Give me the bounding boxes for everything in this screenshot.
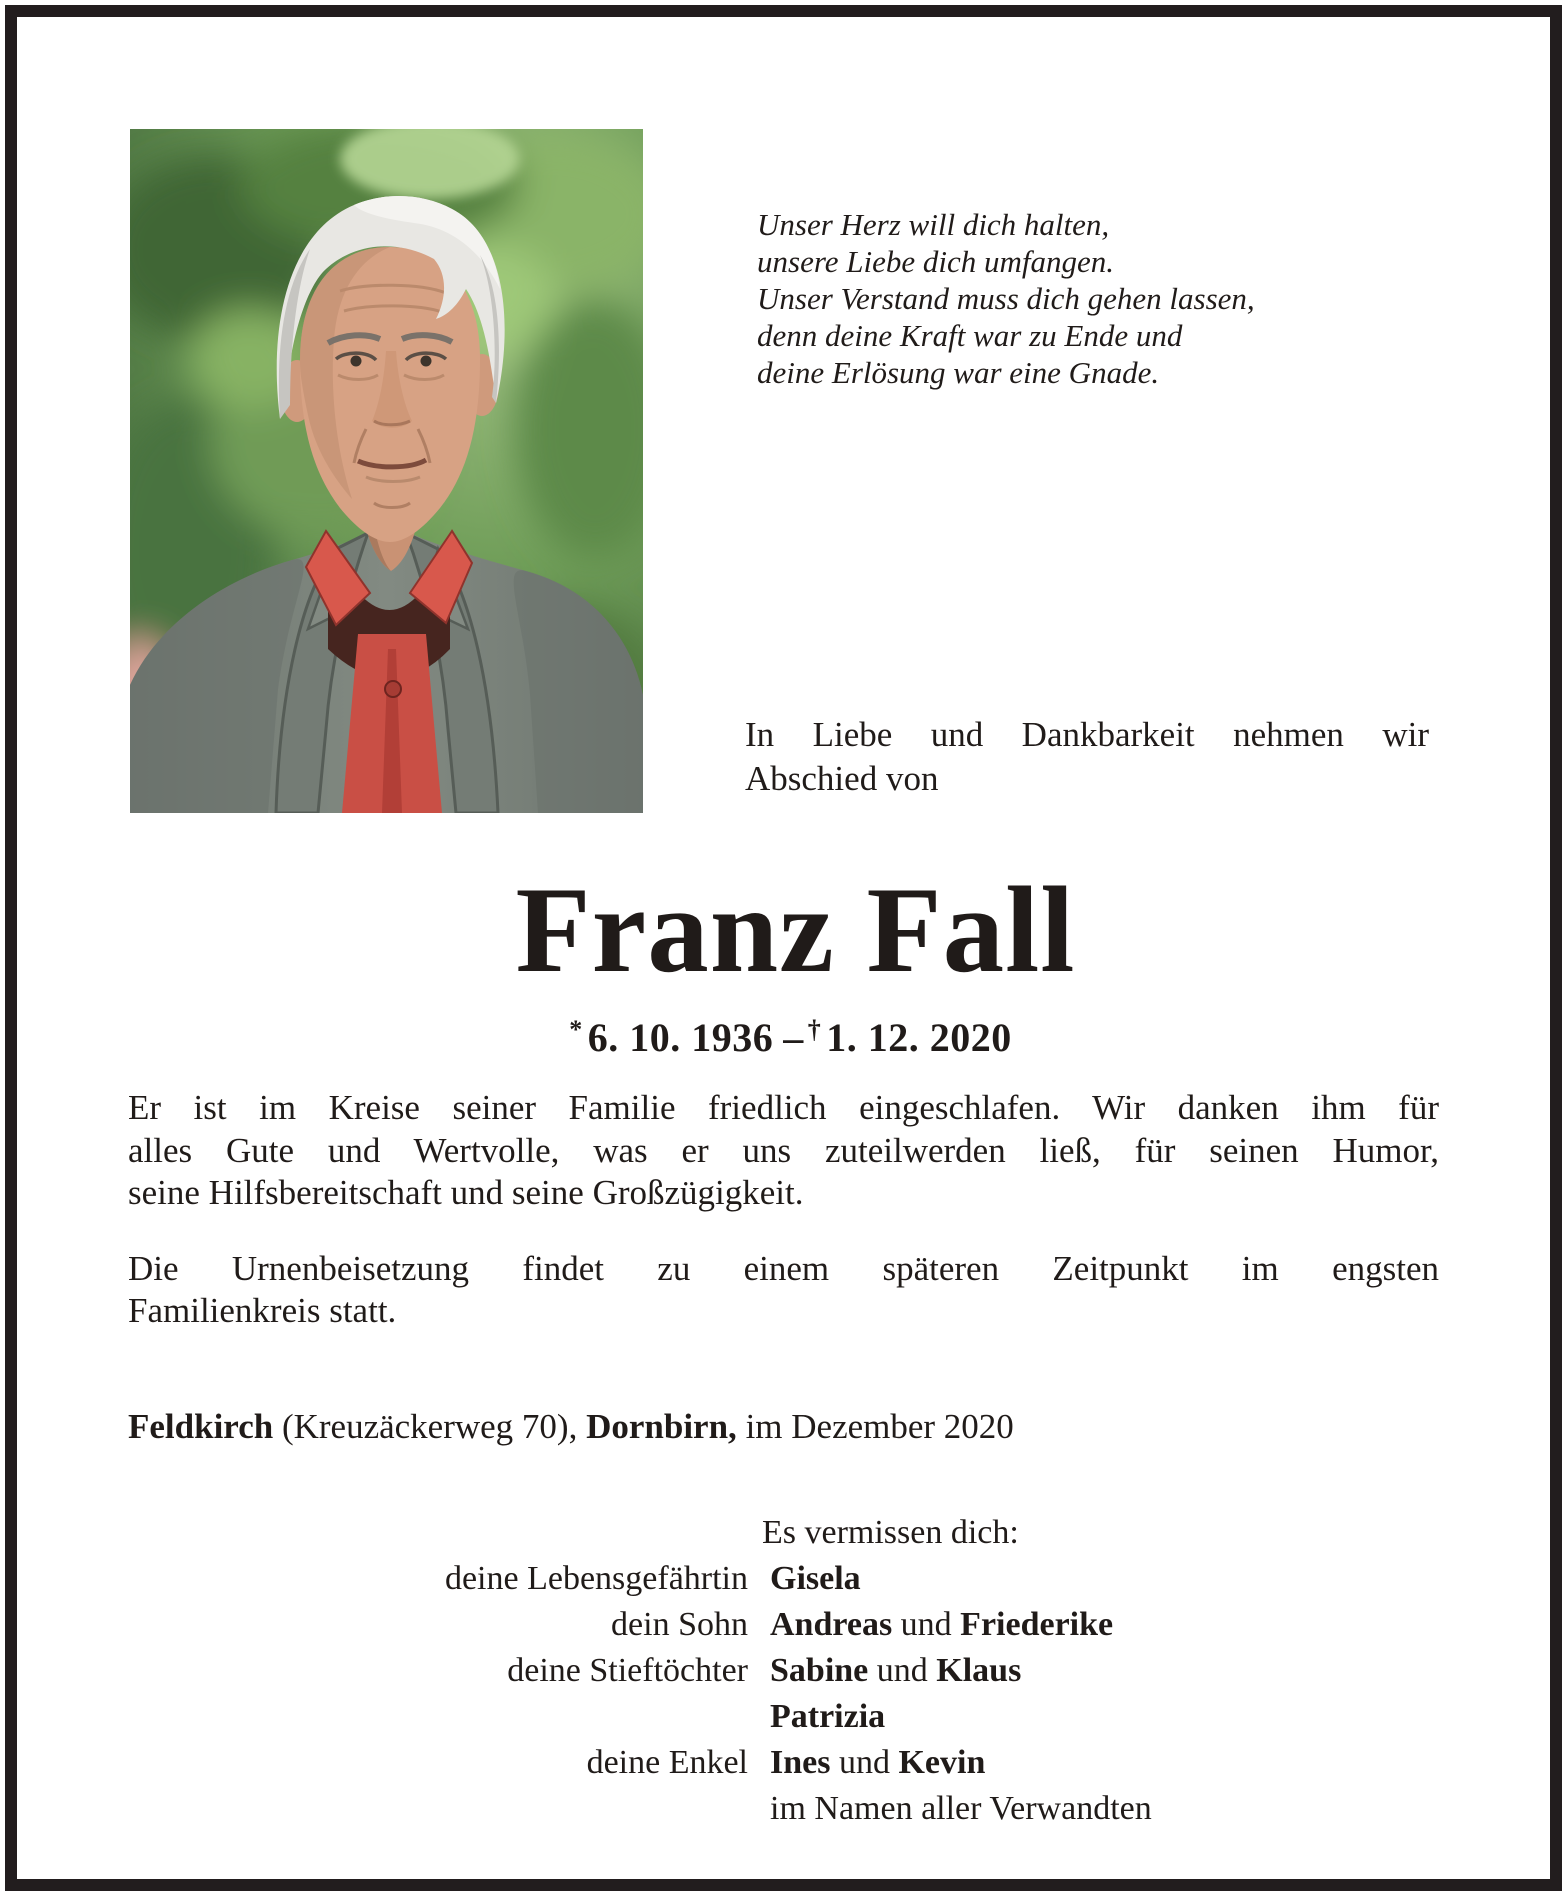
mourner-row	[128, 1786, 1448, 1832]
paragraph	[128, 1248, 1439, 1333]
farewell-intro-line: In Liebe und Dankbarkeit nehmen wir	[745, 715, 1429, 754]
mourner-row	[128, 1556, 1448, 1602]
connector-text: und	[830, 1744, 899, 1781]
mourner-names	[770, 1694, 1448, 1740]
mourner-names	[770, 1556, 1448, 1602]
portrait-photo	[130, 129, 643, 813]
mourner-name: Ines	[770, 1744, 831, 1781]
text-line: alles Gute und Wertvolle, was er uns zuteilwerden ließ, für seinen Humor,	[128, 1130, 1439, 1170]
mourner-names	[770, 1602, 1448, 1648]
birth-star-symbol: *	[569, 1015, 583, 1044]
connector-text: und	[892, 1606, 961, 1643]
mourner-relation: deine Enkel	[586, 1744, 748, 1781]
verse-line: Unser Herz will dich halten,	[757, 207, 1110, 242]
mourner-relation: dein Sohn	[611, 1606, 748, 1643]
verse-line: Unser Verstand muss dich gehen lassen,	[757, 281, 1255, 316]
verse-line: deine Erlösung war eine Gnade.	[757, 355, 1160, 390]
mourner-relation	[128, 1694, 748, 1740]
mourner-names	[770, 1786, 1448, 1832]
location-date-line	[128, 1405, 1439, 1449]
mourner-names	[770, 1648, 1448, 1694]
mourner-name: Gisela	[770, 1560, 861, 1597]
birth-date: 6. 10. 1936	[587, 1015, 774, 1060]
obituary-text	[128, 1087, 1439, 1333]
deceased-name: Franz Fall	[515, 861, 1076, 998]
mourner-row	[128, 1694, 1448, 1740]
verse-line: unsere Liebe dich umfangen.	[757, 244, 1114, 279]
mourner-name: Kevin	[898, 1744, 986, 1781]
text-segment: (Kreuzäckerweg 70),	[273, 1407, 587, 1446]
mourner-names	[770, 1740, 1448, 1786]
life-dates	[14, 1014, 1567, 1062]
paragraph	[128, 1087, 1439, 1215]
date-separator: –	[783, 1015, 804, 1060]
mourner-row	[128, 1740, 1448, 1786]
memorial-verse	[757, 206, 1255, 391]
mourner-row	[128, 1648, 1448, 1694]
bold-text: Dornbirn,	[586, 1407, 737, 1446]
mourner-relation	[128, 1786, 748, 1832]
mourner-name: Friederike	[960, 1606, 1114, 1643]
mourner-relation: deine Lebensgefährtin	[444, 1560, 748, 1597]
death-cross-symbol: †	[807, 1015, 822, 1044]
connector-text: und	[868, 1652, 937, 1689]
mourners-section	[128, 1510, 1448, 1832]
mourner-name: Sabine	[770, 1652, 869, 1689]
connector-text: im Namen aller Verwandten	[770, 1790, 1152, 1827]
text-segment: im Dezember 2020	[736, 1407, 1014, 1446]
mourner-name: Klaus	[936, 1652, 1022, 1689]
farewell-intro-line: Abschied von	[745, 759, 939, 798]
mourners-heading: Es vermissen dich:	[762, 1514, 1019, 1551]
death-date: 1. 12. 2020	[826, 1015, 1012, 1060]
portrait-illustration	[130, 129, 643, 813]
text-line: Familienkreis statt.	[128, 1291, 397, 1330]
mourner-row	[128, 1602, 1448, 1648]
text-line: Die Urnenbeisetzung findet zu einem späteren Zeitpunkt im engsten	[128, 1248, 1439, 1288]
mourner-relation: deine Stieftöchter	[507, 1652, 748, 1689]
text-line: seine Hilfsbereitschaft und seine Großzügigkeit.	[128, 1173, 804, 1212]
verse-line: denn deine Kraft war zu Ende und	[757, 318, 1183, 353]
bold-text: Feldkirch	[128, 1407, 274, 1446]
mourner-name: Patrizia	[770, 1698, 886, 1735]
mourner-name: Andreas	[770, 1606, 893, 1643]
mourners-list	[128, 1556, 1448, 1832]
farewell-intro	[745, 713, 1429, 801]
text-line: Er ist im Kreise seiner Familie friedlich eingeschlafen. Wir danken ihm für	[128, 1088, 1439, 1127]
